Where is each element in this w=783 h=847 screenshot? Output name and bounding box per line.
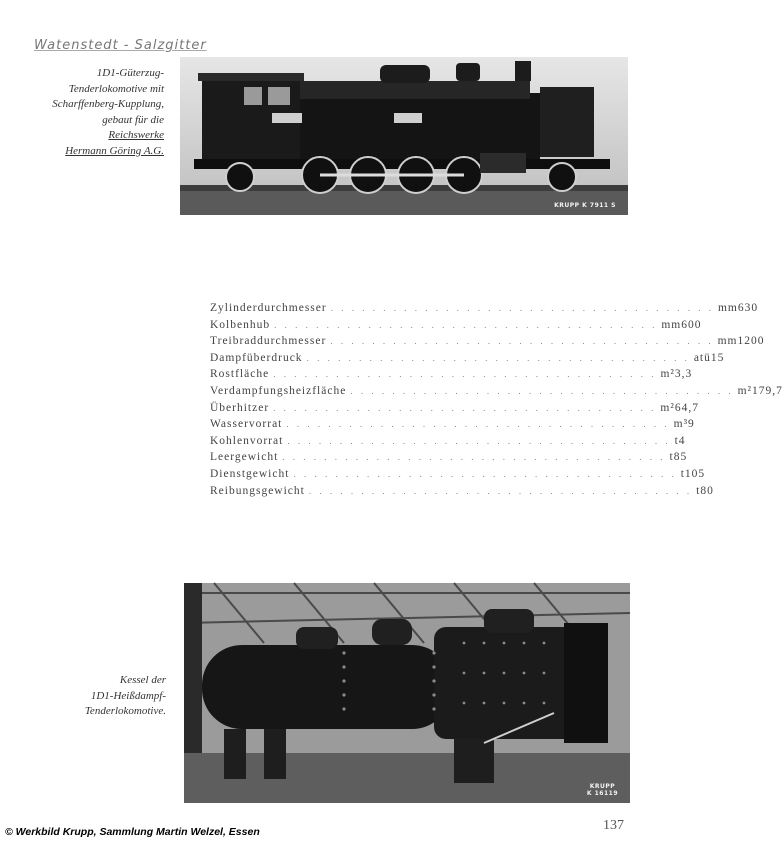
spec-unit: t <box>680 467 685 480</box>
spec-unit: m³ <box>673 418 689 431</box>
spec-label: Überhitzer <box>210 401 270 414</box>
spec-value: 64,7 <box>674 401 699 414</box>
locomotive-photo <box>180 57 628 215</box>
leader-dots: . . . . . . . . . . . . . . . . . . . . . . . . . . . . . . . . . . . . . <box>282 452 666 463</box>
specifications-table <box>210 302 783 501</box>
spec-label: Dampfüberdruck <box>210 351 303 364</box>
photo-mark-line: K 16119 <box>586 790 618 797</box>
spec-row <box>210 368 693 385</box>
spec-value: 1200 <box>737 335 765 348</box>
spec-row <box>210 418 695 435</box>
spec-row <box>210 335 765 352</box>
handwritten-location-note: Watenstedt - Salzgitter <box>34 38 207 53</box>
leader-dots: . . . . . . . . . . . . . . . . . . . . . . . . . . . . . . . . . . . . . <box>330 336 714 347</box>
spec-value: 630 <box>737 302 759 314</box>
spec-unit: t <box>674 434 679 447</box>
spec-unit: mm <box>717 335 738 348</box>
spec-unit: m² <box>660 368 675 381</box>
spec-value: 15 <box>710 351 725 364</box>
leader-dots: . . . . . . . . . . . . . . . . . . . . . . . . . . . . . . . . . . . . . <box>293 468 677 479</box>
spec-row <box>210 318 702 336</box>
spec-label: Kohlenvorrat <box>210 434 284 447</box>
spec-row <box>210 351 725 369</box>
spec-row <box>210 451 688 468</box>
leader-dots: . . . . . . . . . . . . . . . . . . . . . . . . . . . . . . . . . . . . . <box>308 485 693 496</box>
spec-value: 3,3 <box>674 368 693 381</box>
spec-value: 4 <box>678 434 686 447</box>
boiler-photo <box>184 583 630 803</box>
leader-dots: . . . . . . . . . . . . . . . . . . . . . . . . . . . . . . . . . . . . . <box>350 385 734 396</box>
spec-value: 80 <box>700 484 714 497</box>
leader-dots: . . . . . . . . . . . . . . . . . . . . . . . . . . . . . . . . . . . . . <box>287 435 671 446</box>
spec-row <box>210 302 759 319</box>
page-number: 137 <box>603 818 624 833</box>
leader-dots: . . . . . . . . . . . . . . . . . . . . . . . . . . . . . . . . . . . . . <box>306 352 690 363</box>
photo-mark-line: KRUPP <box>589 783 616 790</box>
leader-dots: . . . . . . . . . . . . . . . . . . . . . . . . . . . . . . . . . . . . . <box>286 419 670 430</box>
spec-unit: t <box>669 451 674 464</box>
spec-value: 105 <box>684 467 706 480</box>
caption-line: Tenderlokomotive mit <box>68 82 164 95</box>
spec-unit: atü <box>693 351 711 364</box>
locomotive-caption <box>18 66 164 159</box>
spec-label: Kolbenhub <box>210 318 271 331</box>
spec-unit: t <box>696 484 701 497</box>
caption-line: Hermann Göring A.G. <box>65 144 164 157</box>
spec-label: Zylinderdurchmesser <box>210 302 327 314</box>
photo-mark <box>587 783 618 797</box>
spec-value: 179,7 <box>751 384 783 397</box>
spec-label: Rostfläche <box>210 368 270 381</box>
leader-dots: . . . . . . . . . . . . . . . . . . . . . . . . . . . . . . . . . . . . . <box>273 369 657 380</box>
photo-mark: KRUPP K 7911 S <box>554 202 616 209</box>
caption-line: 1D1-Heißdampf- <box>90 689 166 702</box>
spec-row <box>210 434 686 452</box>
spec-row <box>210 401 699 419</box>
spec-row <box>210 384 783 402</box>
caption-line: Reichswerke <box>108 129 164 141</box>
spec-unit: m² <box>660 401 675 414</box>
spec-unit: mm <box>661 318 682 331</box>
spec-value: 600 <box>681 318 702 331</box>
caption-line: Scharffenberg-Kupplung, <box>52 98 164 110</box>
caption-line: gebaut für die <box>102 113 164 126</box>
spec-row <box>210 467 706 485</box>
spec-value: 85 <box>673 451 688 464</box>
leader-dots: . . . . . . . . . . . . . . . . . . . . . . . . . . . . . . . . . . . . . <box>330 303 714 313</box>
spec-label: Reibungsgewicht <box>210 484 305 497</box>
photo-credit: © Werkbild Krupp, Sammlung Martin Welzel, Essen <box>5 826 260 838</box>
caption-line: Kessel der <box>119 674 166 686</box>
leader-dots: . . . . . . . . . . . . . . . . . . . . . . . . . . . . . . . . . . . . . <box>274 319 658 330</box>
spec-label: Verdampfungsheizfläche <box>210 384 347 397</box>
spec-value: 9 <box>688 418 695 431</box>
spec-label: Leergewicht <box>210 451 279 464</box>
caption-line: Tenderlokomotive. <box>84 705 166 717</box>
spec-label: Treibraddurchmesser <box>210 335 327 348</box>
boiler-caption <box>60 673 166 720</box>
spec-label: Dienstgewicht <box>210 467 290 480</box>
spec-unit: mm <box>717 302 738 314</box>
leader-dots: . . . . . . . . . . . . . . . . . . . . . . . . . . . . . . . . . . . . . <box>273 402 657 413</box>
spec-label: Wasservorrat <box>210 418 283 431</box>
spec-row <box>210 484 714 502</box>
spec-unit: m² <box>737 384 752 397</box>
caption-line: 1D1-Güterzug- <box>96 67 164 79</box>
